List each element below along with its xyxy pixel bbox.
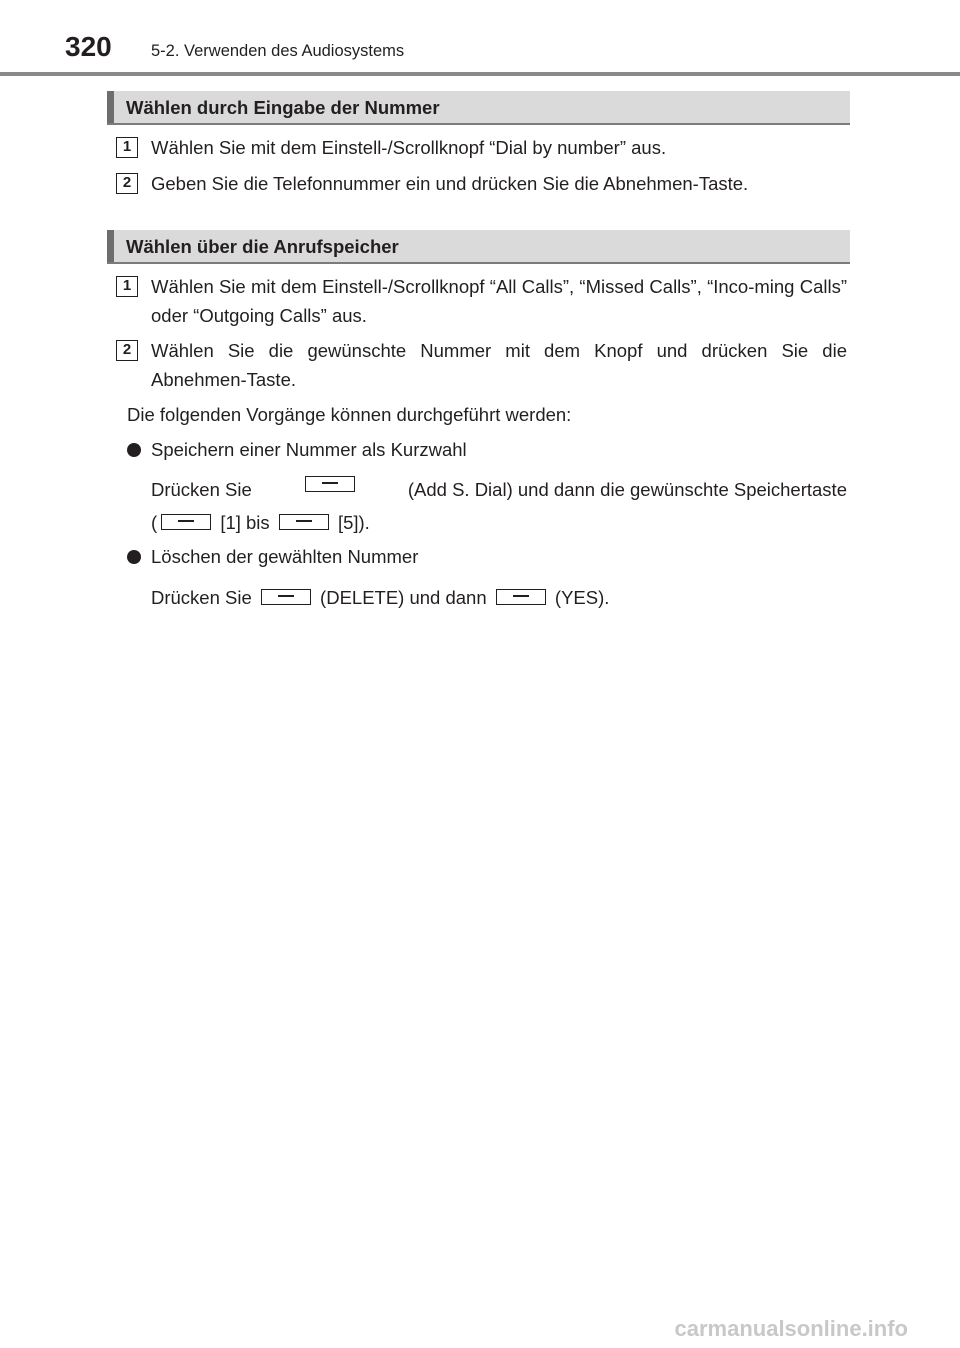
instruction-text: Drücken Sie — [151, 479, 252, 500]
operations-intro: Die folgenden Vorgänge können durchgeführt werden: — [127, 404, 572, 425]
section-accent — [107, 230, 114, 262]
bullet-icon — [127, 443, 141, 457]
instruction-text: (YES). — [554, 587, 610, 608]
instruction-text: [1] bis — [220, 512, 270, 533]
instruction-line — [151, 511, 370, 535]
instruction-line — [151, 478, 847, 502]
instruction-text: (Add S. Dial) und dann die gewünschte Speichertaste — [407, 479, 847, 500]
section-title: Wählen durch Eingabe der Nummer — [126, 97, 440, 118]
step-number-badge: 2 — [116, 340, 138, 361]
bullet-heading: Speichern einer Nummer als Kurzwahl — [151, 439, 467, 460]
softkey-icon — [161, 514, 211, 530]
bullet-icon — [127, 550, 141, 564]
softkey-icon — [279, 514, 329, 530]
step-text: Wählen Sie mit dem Einstell-/Scrollknopf “All Calls”, “Missed Calls”, “Inco-ming Calls” oder “Outgoing Calls” aus. — [151, 276, 847, 326]
step-text: Geben Sie die Telefonnummer ein und drücken Sie die Abnehmen-Taste. — [151, 173, 749, 194]
instruction-text: ( — [151, 512, 158, 533]
softkey-icon — [261, 589, 311, 605]
step-number-badge: 1 — [116, 137, 138, 158]
softkey-icon — [305, 476, 355, 492]
section-title: Wählen über die Anrufspeicher — [126, 236, 399, 257]
bullet-heading: Löschen der gewählten Nummer — [151, 546, 419, 567]
instruction-text: Drücken Sie — [151, 587, 252, 608]
instruction-line — [151, 586, 609, 610]
header-divider — [0, 72, 960, 76]
step-number-badge: 1 — [116, 276, 138, 297]
instruction-text: (DELETE) und dann — [320, 587, 487, 608]
step-number-badge: 2 — [116, 173, 138, 194]
section-heading-dial-by-number — [107, 91, 850, 125]
softkey-icon — [496, 589, 546, 605]
chapter-title: 5-2. Verwenden des Audiosystems — [151, 42, 405, 60]
step-text: Wählen Sie mit dem Einstell-/Scrollknopf “Dial by number” aus. — [151, 137, 667, 158]
page-number: 320 — [65, 31, 112, 62]
section-heading-call-history — [107, 230, 850, 264]
watermark: carmanualsonline.info — [674, 1316, 908, 1341]
step-text: Wählen Sie die gewünschte Nummer mit dem Knopf und drücken Sie die Abnehmen-Taste. — [151, 340, 847, 390]
instruction-text: [5]). — [337, 512, 370, 533]
section-accent — [107, 91, 114, 123]
